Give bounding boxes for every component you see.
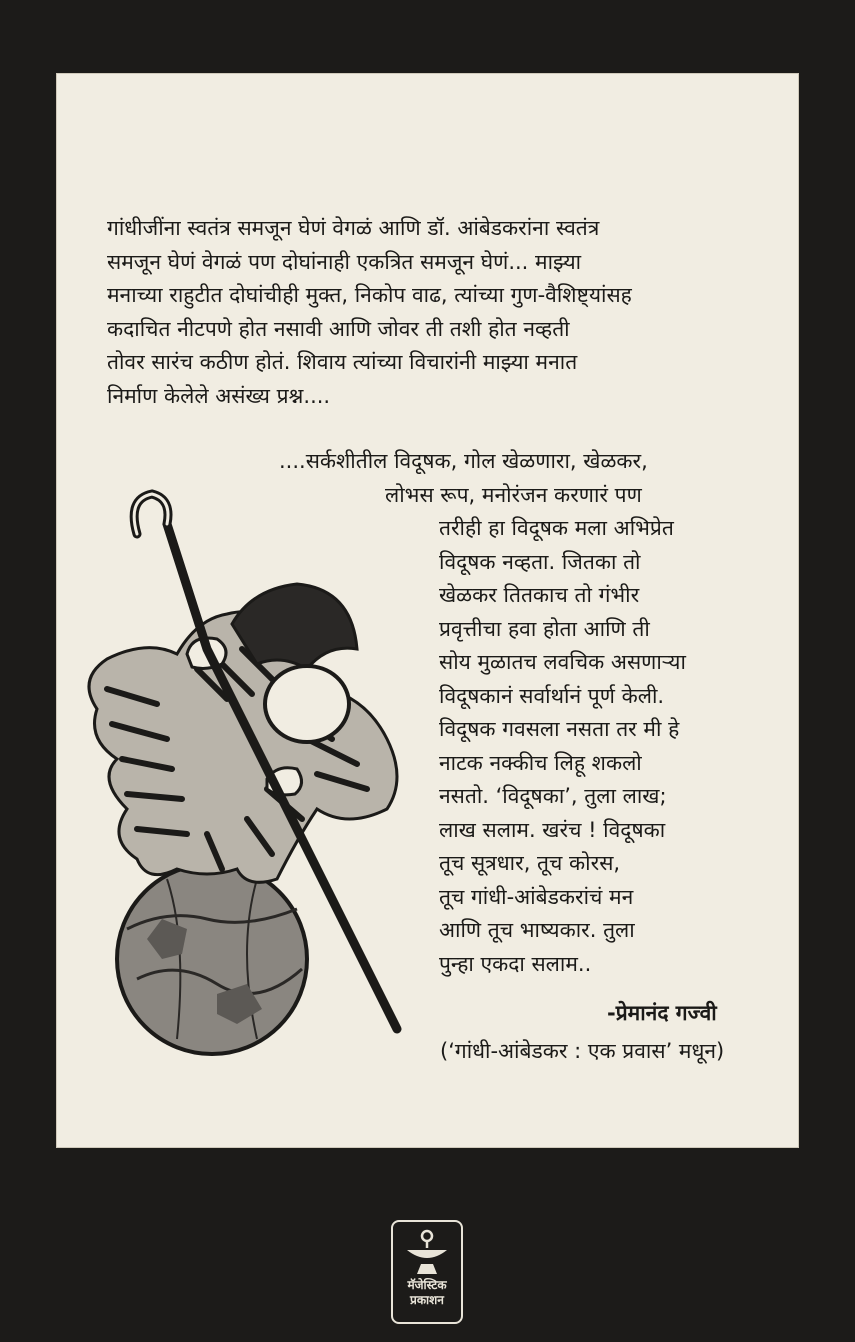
clown-figure <box>89 584 397 882</box>
verse-line: विदूषक गवसला नसता तर मी हे <box>439 717 680 741</box>
publisher-name-line2: प्रकाशन <box>410 1293 444 1307</box>
paragraph-line: समजून घेणं वेगळं पण दोघांनाही एकत्रित समजून घेणं... माझ्या <box>107 249 582 274</box>
verse-line: पुन्हा एकदा सलाम.. <box>439 951 592 976</box>
verse-line: नसतो. ‘विदूषका’, तुला लाख; <box>439 784 667 808</box>
source-note: (‘गांधी-आंबेडकर : एक प्रवास’ मधून) <box>440 1039 725 1063</box>
verse-line: तरीही हा विदूषक मला अभिप्रेत <box>439 516 674 540</box>
verse-line: नाटक नक्कीच लिहू शकलो <box>439 750 642 775</box>
author-signature: -प्रेमानंद गज्वी <box>607 1001 717 1025</box>
publisher-name-line1: मॅजेस्टिक <box>407 1278 447 1292</box>
paragraph-line: कदाचित नीटपणे होत नसावी आणि जोवर ती तशी होत नव्हती <box>107 316 570 341</box>
paragraph-line: तोवर सारंच कठीण होतं. शिवाय त्यांच्या विचारांनी माझ्या मनात <box>107 350 578 374</box>
back-cover-panel <box>57 74 798 1147</box>
verse-line: खेळकर तितकाच तो गंभीर <box>439 583 640 607</box>
verse-line: आणि तूच भाष्यकार. तुला <box>439 918 635 942</box>
publisher-logo <box>391 1220 463 1324</box>
verse-line: सोय मुळातच लवचिक असणाऱ्या <box>439 650 686 674</box>
lamp-icon <box>401 1226 453 1278</box>
verse-line: लोभस रूप, मनोरंजन करणारं पण <box>385 482 642 507</box>
verse-line: ....सर्कशीतील विदूषक, गोल खेळणारा, खेळकर, <box>279 449 648 473</box>
intro-paragraph <box>107 212 787 413</box>
verse-line: विदूषक नव्हता. जितका तो <box>439 549 641 574</box>
verse-line: लाख सलाम. खरंच ! विदूषका <box>439 817 666 842</box>
verse-line: प्रवृत्तीचा हवा होता आणि ती <box>439 616 650 641</box>
verse-line: तूच सूत्रधार, तूच कोरस, <box>439 851 621 875</box>
clown-on-globe-illustration <box>67 439 427 1059</box>
paragraph-line: गांधीजींना स्वतंत्र समजून घेणं वेगळं आणि डॉ. आंबेडकरांना स्वतंत्र <box>107 216 600 240</box>
globe-icon <box>117 864 307 1054</box>
paragraph-line: निर्माण केलेले असंख्य प्रश्न.... <box>107 383 331 408</box>
paragraph-line: मनाच्या राहुटीत दोघांचीही मुक्त, निकोप वाढ, त्यांच्या गुण-वैशिष्ट्यांसह <box>107 283 632 307</box>
verse-line: तूच गांधी-आंबेडकरांचं मन <box>439 884 634 909</box>
verse-line: विदूषकानं सर्वार्थानं पूर्ण केली. <box>439 683 665 708</box>
